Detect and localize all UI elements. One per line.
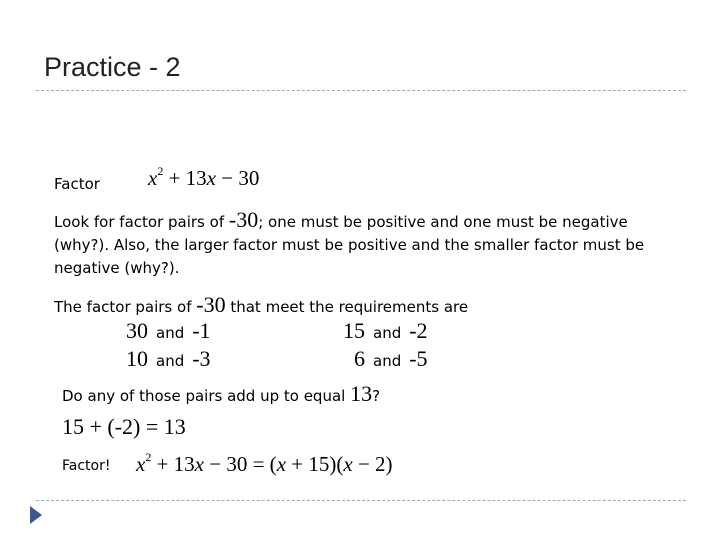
look-pre: Look for factor pairs of — [54, 213, 229, 231]
pair-and: and — [373, 352, 402, 370]
pair-a: 6 — [354, 346, 365, 371]
expr-tail: − 30 — [216, 166, 260, 190]
final-x2: x — [194, 452, 204, 476]
expr-exponent: 2 — [157, 164, 164, 178]
question-post: ? — [372, 387, 381, 405]
final-f2: − 2) — [352, 452, 393, 476]
look-post: ; one must be positive and one must be negative (why?). Also, the larger factor must be positive and the smaller factor must be negative (why?). — [54, 213, 645, 277]
pairs-post: that meet the requirements are — [225, 298, 469, 316]
pair-a: 30 — [126, 318, 148, 343]
pair-a: 10 — [126, 346, 148, 371]
top-divider — [36, 90, 686, 91]
pair-1 — [126, 318, 211, 344]
pair-and: and — [373, 324, 402, 342]
question-pre: Do any of those pairs add up to equal — [62, 387, 351, 405]
question-num: 13 — [350, 381, 373, 406]
final-x3: x — [276, 452, 287, 476]
pair-and: and — [156, 352, 185, 370]
final-mid: + 13 — [151, 452, 195, 476]
expression — [148, 166, 259, 191]
pairs-pre: The factor pairs of — [54, 298, 197, 316]
bottom-divider — [36, 500, 686, 501]
expr-x: x — [148, 166, 158, 190]
sum-line: 15 + (-2) = 13 — [62, 414, 186, 439]
pair-2 — [343, 318, 428, 344]
pair-4 — [354, 346, 428, 372]
look-paragraph — [54, 208, 654, 280]
pairs-intro — [54, 292, 468, 318]
final-f1: + 15)( — [286, 452, 344, 476]
pair-b: -5 — [409, 346, 428, 371]
pair-b: -3 — [192, 346, 211, 371]
pair-3 — [126, 346, 211, 372]
pair-a: 15 — [343, 318, 365, 343]
final-x4: x — [343, 452, 353, 476]
slide-title: Practice - 2 — [44, 52, 181, 82]
pair-and: and — [156, 324, 185, 342]
factor-label: Factor — [54, 175, 100, 193]
question-line — [62, 381, 380, 407]
final-eq: − 30 = ( — [204, 452, 277, 476]
pairs-num: -30 — [196, 292, 226, 317]
final-label: Factor! — [62, 458, 111, 474]
final-x1: x — [136, 452, 146, 476]
pair-b: -2 — [409, 318, 428, 343]
final-exponent: 2 — [145, 450, 152, 464]
pair-b: -1 — [192, 318, 211, 343]
look-num: -30 — [228, 207, 259, 232]
final-expression — [136, 452, 393, 477]
expr-mid: + 13 — [163, 166, 207, 190]
expr-x2: x — [206, 166, 216, 190]
play-arrow-icon — [30, 506, 42, 524]
